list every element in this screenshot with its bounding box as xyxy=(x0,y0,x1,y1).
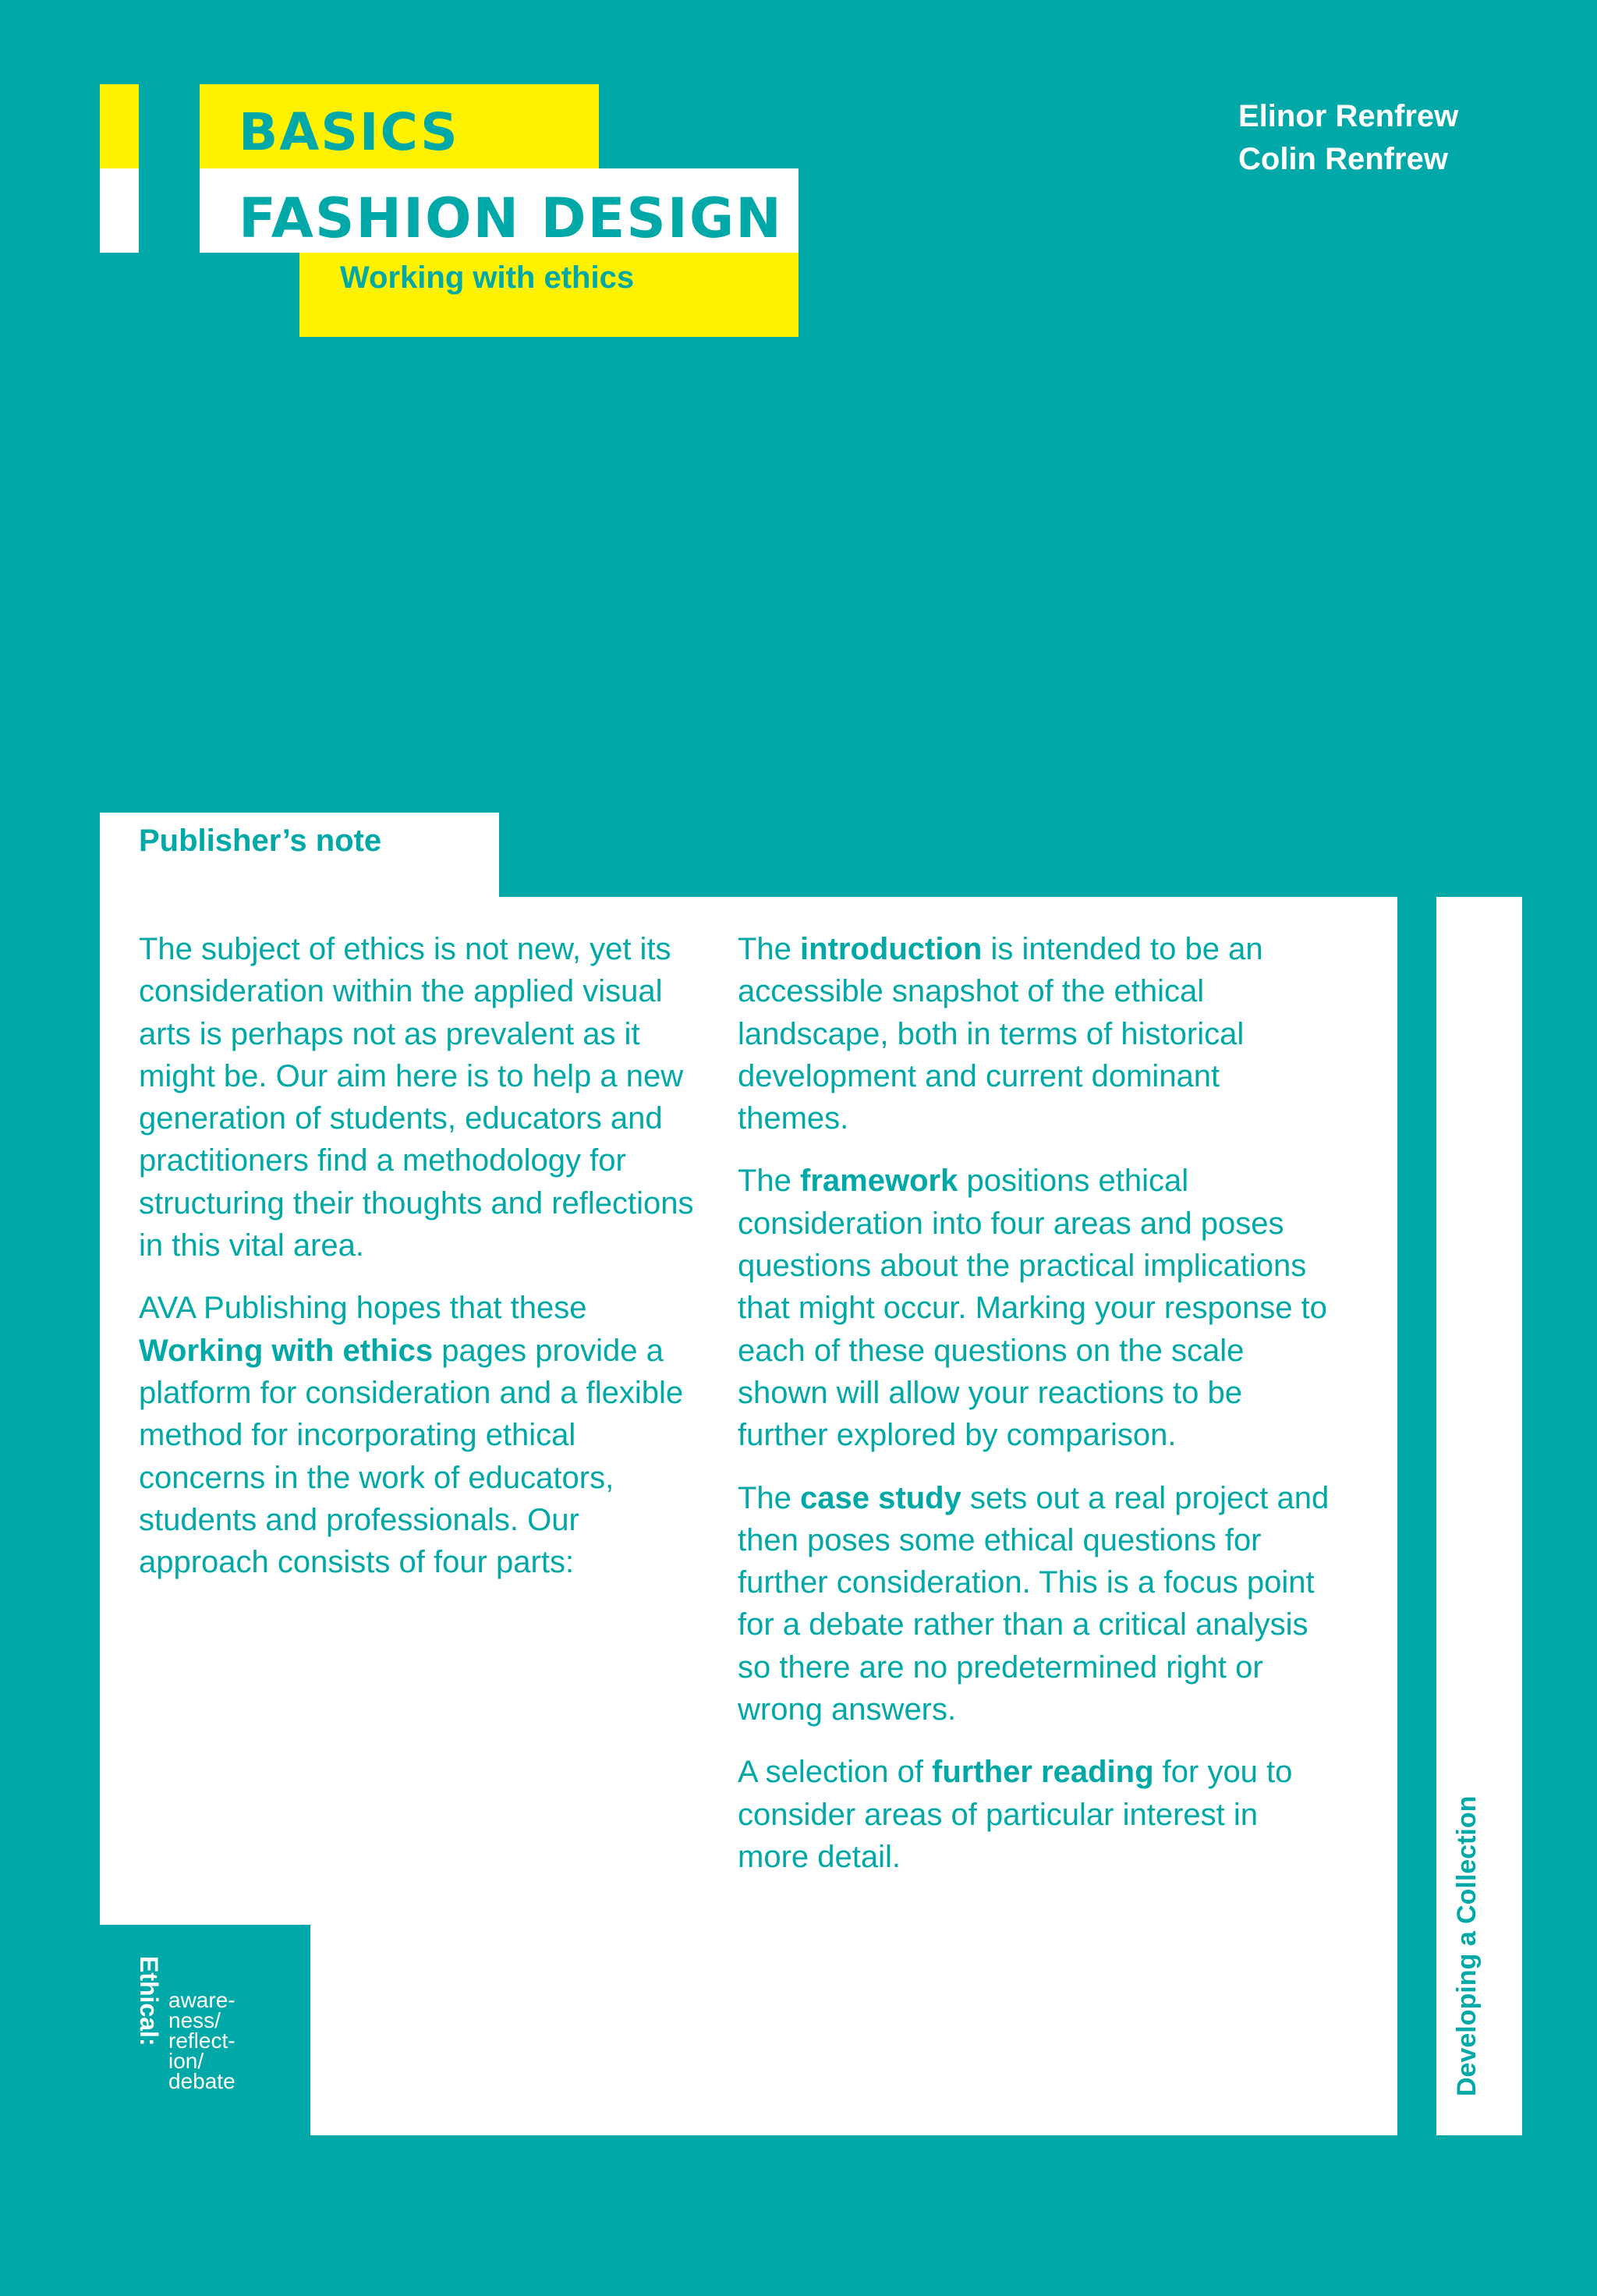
series-title: BASICS xyxy=(239,102,459,162)
note-heading: Publisher’s note xyxy=(139,824,382,858)
paragraph: A selection of further reading for you to consider areas of particular interest in more detail. xyxy=(738,1755,1293,1874)
logo-bar-top xyxy=(100,84,139,168)
logo-bar-bottom xyxy=(100,168,139,253)
author-list xyxy=(1238,95,1458,181)
ethical-word: aware- xyxy=(168,1988,235,2012)
book-subtitle: Working with ethics xyxy=(340,260,635,295)
note-left-column xyxy=(139,928,700,1603)
ethical-word: debate xyxy=(168,2069,235,2093)
paragraph: The framework positions ethical consideration into four areas and poses questions about the practical implications that might occur. Marking your response to each of these questions on the scale shown will allow your reactions to be further explored by comparison. xyxy=(738,1164,1327,1453)
ethical-word: ness/ xyxy=(168,2008,221,2032)
ethical-words xyxy=(168,1990,235,2092)
ethical-word: reflect- xyxy=(168,2028,235,2053)
paragraph: The subject of ethics is not new, yet its consideration within the applied visual arts is perhaps not as prevalent as it might be. Our aim here is to help a new generation of students, educators and practitioners find a methodology for structuring their thoughts and reflections in this vital area. xyxy=(139,932,694,1263)
paragraph: The case study sets out a real project and then poses some ethical questions for further consideration. This is a focus point for a debate rather than a critical analysis so there are no predetermined right or wrong answers. xyxy=(738,1480,1330,1727)
ethical-label: Ethical: xyxy=(135,1956,163,2046)
side-label: Developing a Collection xyxy=(1452,1795,1482,2096)
paragraph: AVA Publishing hopes that these Working with ethics pages provide a platform for consideration and a flexible method for incorporating ethical concerns in the work of educators, students and professionals. Our approach consists of four parts: xyxy=(139,1291,684,1580)
paragraph: The introduction is intended to be an accessible snapshot of the ethical landscape, both in terms of historical development and current dominant themes. xyxy=(738,932,1263,1136)
author-name: Colin Renfrew xyxy=(1238,142,1448,176)
book-title: FASHION DESIGN xyxy=(239,186,783,250)
note-right-column xyxy=(738,928,1330,1898)
note-panel-foot xyxy=(310,1925,1397,2135)
author-name: Elinor Renfrew xyxy=(1238,99,1459,133)
ethical-word: ion/ xyxy=(168,2049,204,2073)
